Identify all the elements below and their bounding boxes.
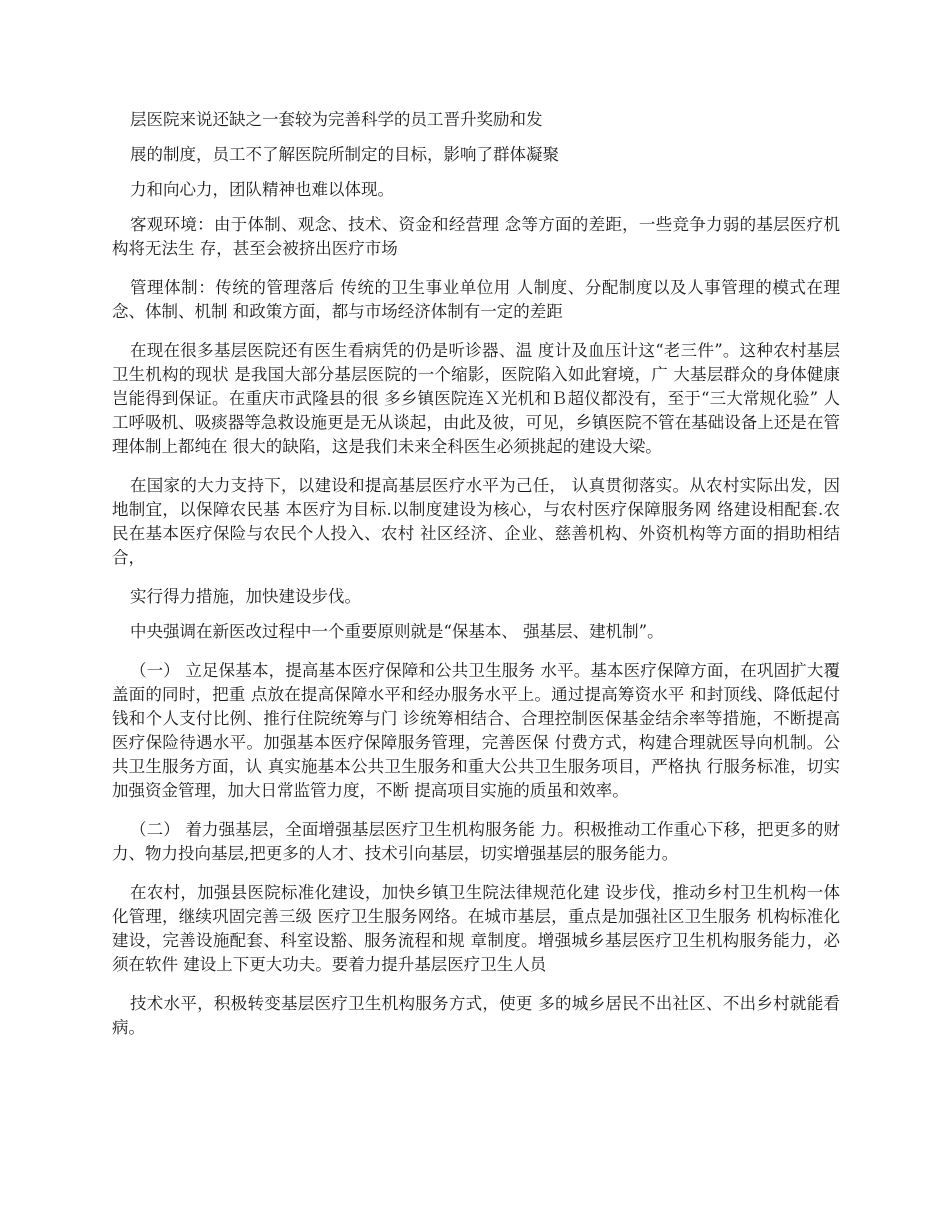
document-body [112, 108, 840, 1055]
paragraph: 技术水平，积极转变基层医疗卫生机构服务方式，使更 多的城乡居民不出社区、不出乡村就能看病。 [112, 994, 840, 1037]
paragraph: （二） 着力强基层，全面增强基层医疗卫生机构服务能 力。积极推动工作重心下移，把更多的财力、物力投向基层,把更多的人才、技术引向基层，切实增强基层的服务能力。 [112, 820, 840, 863]
paragraph: 在国家的大力支持下，以建设和提高基层医疗水平为己任， 认真贯彻落实。从农村实际出发，因地制宜，以保障农民基 本医疗为目标.以制度建设为核心，与农村医疗保障服务网 络建设相配套.农民在基本医疗保险与农民个人投入、农村 社区经济、企业、慈善机构、外资机构等方面的捐助相结合， [112, 476, 840, 567]
paragraph: 中央强调在新医改过程中一个重要原则就是“保基本、 强基层、建机制”。 [130, 622, 664, 641]
paragraph: （一） 立足保基本，提高基本医疗保障和公共卫生服务 水平。基本医疗保障方面，在巩固扩大覆盖面的同时，把重 点放在提高保障水平和经办服务水平上。通过提高筹资水平 和封顶线、降低起付钱和个人支付比例、推行住院统筹与门 诊统筹相结合、合理控制医保基金结余率等措施，不断提高 医疗保险待遇水平。加强基本医疗保障服务管理，完善医保 付费方式，构建合理就医导向机制。公共卫生服务方面，认 真实施基本公共卫生服务和重大公共卫生服务项目，严格执 行服务标准，切实加强资金管理，加大日常监管力度，不断 提高项目实施的质虽和效率。 [112, 661, 840, 800]
paragraph: 层医院来说还缺之一套较为完善科学的员工晋升奖励和发 [130, 110, 543, 129]
paragraph: 在农村，加强县医院标准化建设，加快乡镇卫生院法律规范化建 设步伐，推动乡村卫生机构一体化管理，继续巩固完善三级 医疗卫生服务网络。在城市基层，重点是加强社区卫生服务 机构标准化建设，完善设施配套、科室设豁、服务流程和规 章制度。增强城乡基层医疗卫生机构服务能力，必须在软件 建设上下更大功夫。要着力提升基层医疗卫生人员 [112, 883, 840, 974]
paragraph: 展的制度，员工不了解医院所制定的目标，影响了群体凝聚 [130, 145, 559, 164]
paragraph: 客观环境：由于体制、观念、技术、资金和经营理 念等方面的差距，一些竞争力弱的基层医疗机构将无法生 存，甚至会被挤出医疗市场 [112, 215, 840, 258]
paragraph: 管理体制：传统的管理落后 传统的卫生事业单位用 人制度、分配制度以及人事管理的模式在理念、体制、机制 和政策方面，都与市场经济体制有一定的差距 [112, 278, 840, 321]
paragraph: 在现在很多基层医院还有医生看病凭的仍是听诊器、温 度计及血压计这“老三件”。这种农村基层卫生机构的现状 是我国大部分基层医院的一个缩影，医院陷入如此窘境，广 大基层群众的身体健康岂能得到保证。在重庆市武隆县的很 多乡镇医院连Ｘ光机和Ｂ超仪都没有，至于“三大常规化验” 人工呼吸机、吸痰器等急救设施更是无从谈起，由此及彼，可见，乡镇医院不管在基础设备上还是在管理体制上都纯在 很大的缺陷，这是我们未来全科医生必须挑起的建设大梁。 [112, 341, 840, 456]
paragraph: 力和向心力，团队精神也难以体现。 [130, 180, 394, 199]
paragraph: 实行得力措施，加快建设步伐。 [130, 587, 361, 606]
